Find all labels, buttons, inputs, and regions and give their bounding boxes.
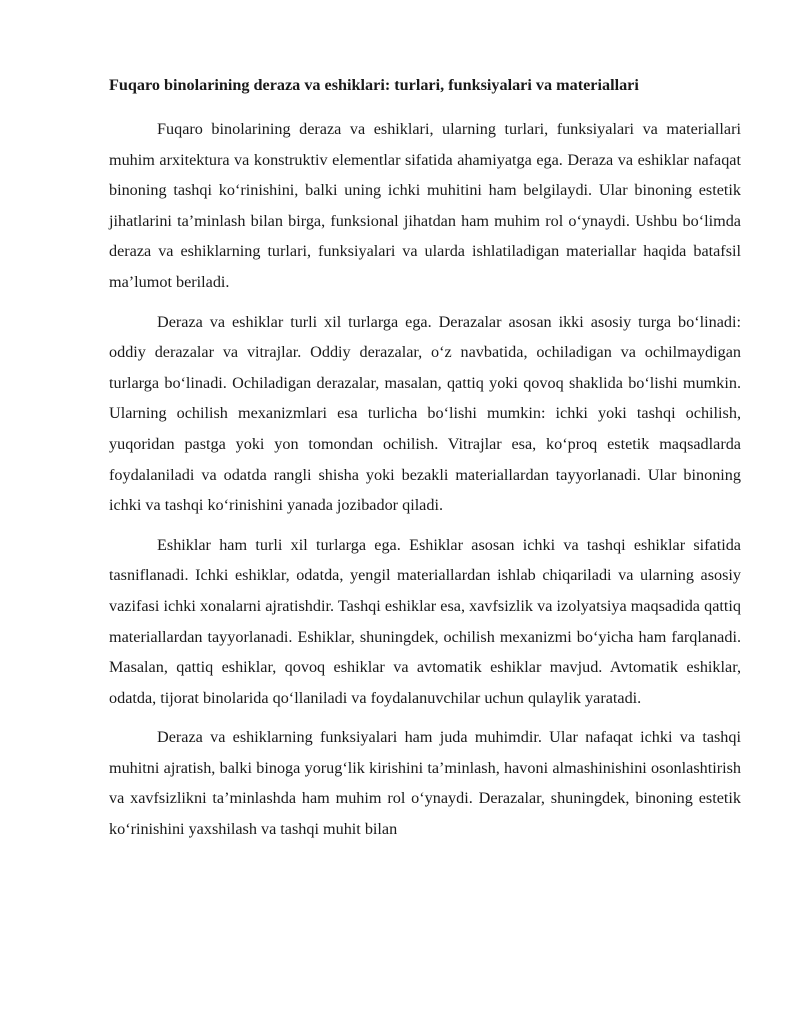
paragraph-3: Eshiklar ham turli xil turlarga ega. Eshiklar asosan ichki va tashqi eshiklar sifatida tasniflanadi. Ichki eshiklar, odatda, yengil materiallardan ishlab chiqariladi va ularning asosiy vazifasi ichki xonalarni ajratishdir. Tashqi eshiklar esa, xavfsizlik va izolyatsiya maqsadida qattiq materiallardan tayyorlanadi. Eshiklar, shuningdek, ochilish mexanizmi boʻyicha ham farqlanadi. Masalan, qattiq eshiklar, qovoq eshiklar va avtomatik eshiklar mavjud. Avtomatik eshiklar, odatda, tijorat binolarida qoʻllaniladi va foydalanuvchilar uchun qulaylik yaratadi. xyxy=(109,535,741,707)
paragraph-4: Deraza va eshiklarning funksiyalari ham juda muhimdir. Ular nafaqat ichki va tashqi muhitni ajratish, balki binoga yorugʻlik kirishini taʼminlash, havoni almashinishini osonlashtirish va xavfsizlikni taʼminlashda ham muhim rol oʻynaydi. Derazalar, shuningdek, binoning estetik koʻrinishini yaxshilash va tashqi muhit bilan xyxy=(109,728,741,839)
paragraph-1: Fuqaro binolarining deraza va eshiklari, ularning turlari, funksiyalari va materiallari muhim arxitektura va konstruktiv elementlar sifatida ahamiyatga ega. Deraza va eshiklar nafaqat binoning tashqi koʻrinishini, balki uning ichki muhitini ham belgilaydi. Ular binoning estetik jihatlarini taʼminlash bilan birga, funksional jihatdan ham muhim rol oʻynaydi. Ushbu boʻlimda deraza va eshiklarning turlari, funksiyalari va ularda ishlatiladigan materiallar haqida batafsil maʼlumot beriladi. xyxy=(109,120,741,291)
document-title: Fuqaro binolarining deraza va eshiklari: turlari, funksiyalari va materiallari xyxy=(109,76,639,94)
document-body xyxy=(109,70,741,854)
paragraph-2: Deraza va eshiklar turli xil turlarga ega. Derazalar asosan ikki asosiy turga boʻlinadi: oddiy derazalar va vitrajlar. Oddiy derazalar, oʻz navbatida, ochiladigan va ochilmaydigan turlarga boʻlinadi. Ochiladigan derazalar, masalan, qattiq yoki qovoq shaklida boʻlishi mumkin. Ularning ochilish mexanizmlari esa turlicha boʻlishi mumkin: ichki yoki tashqi ochilish, yuqoridan pastga yoki yon tomondan ochilish. Vitrajlar esa, koʻproq estetik maqsadlarda foydalaniladi va odatda rangli shisha yoki bezakli materiallardan tayyorlanadi. Ular binoning ichki va tashqi koʻrinishini yanada jozibador qiladi. xyxy=(109,312,741,515)
